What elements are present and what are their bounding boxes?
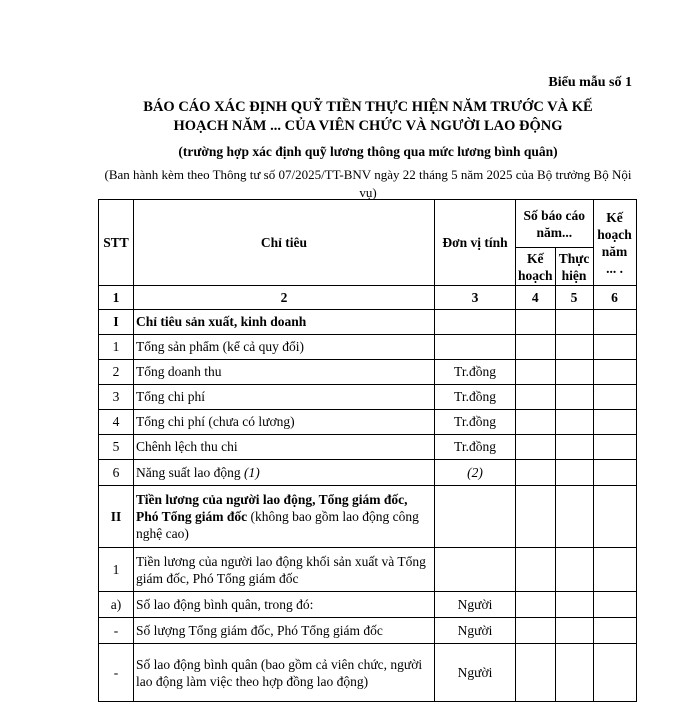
table-row [99,435,637,460]
row-label: Số lao động bình quân, trong đó: [134,592,435,618]
table-row [99,548,637,592]
row-plan [516,335,556,360]
row-actual [555,644,593,702]
row-unit: Tr.đồng [435,360,516,385]
header-stt: STT [99,200,134,286]
table-row [99,410,637,435]
row-plan-year [593,644,636,702]
row-label: Tổng chi phí [134,385,435,410]
document-title [98,98,638,136]
col-number: 1 [99,286,134,310]
header-unit: Đơn vị tính [435,200,516,286]
row-stt: a) [99,592,134,618]
table-row [99,310,637,335]
row-plan-year [593,385,636,410]
row-plan [516,435,556,460]
row-actual [555,592,593,618]
row-label: Số lao động bình quân (bao gồm cả viên chức, người lao động làm việc theo hợp đồng lao động) [134,644,435,702]
row-actual [555,360,593,385]
row-unit [435,335,516,360]
row-actual [555,548,593,592]
row-plan-year [593,460,636,486]
row-actual [555,385,593,410]
row-unit [435,548,516,592]
row-plan-year [593,486,636,548]
row-plan [516,460,556,486]
header-plan: Kế hoạch [516,248,556,286]
row-label-bold: Tiền lương của người lao động, Tổng giám đốc, Phó Tổng giám đốc [136,492,408,524]
row-stt: 3 [99,385,134,410]
row-plan [516,385,556,410]
row-unit: Tr.đồng [435,385,516,410]
row-actual [555,335,593,360]
col-number: 5 [555,286,593,310]
row-plan [516,548,556,592]
row-plan [516,592,556,618]
col-number: 4 [516,286,556,310]
row-label [134,460,435,486]
row-stt: 1 [99,548,134,592]
row-plan-year [593,618,636,644]
title-line-1: BÁO CÁO XÁC ĐỊNH QUỸ TIỀN THỰC HIỆN NĂM TRƯỚC VÀ KẾ [143,99,593,115]
row-actual [555,410,593,435]
row-label-rest: (không bao gồm lao động công nghệ cao) [136,509,419,541]
row-plan [516,410,556,435]
row-stt: - [99,618,134,644]
row-unit: (2) [435,460,516,486]
column-number-row [99,286,637,310]
row-label [134,486,435,548]
row-plan-year [593,410,636,435]
table-row [99,618,637,644]
row-unit: Người [435,592,516,618]
form-number: Biểu mẫu số 1 [548,75,632,90]
row-stt: 1 [99,335,134,360]
header-row [99,200,637,248]
row-label: Số lượng Tổng giám đốc, Phó Tổng giám đốc [134,618,435,644]
row-label: Tổng sản phẩm (kể cả quy đổi) [134,335,435,360]
row-unit: Tr.đồng [435,435,516,460]
row-stt: 5 [99,435,134,460]
row-unit: Người [435,618,516,644]
row-label: Tổng doanh thu [134,360,435,385]
row-stt: - [99,644,134,702]
col-number: 2 [134,286,435,310]
row-unit [435,486,516,548]
row-plan [516,644,556,702]
row-actual [555,618,593,644]
row-plan-year [593,592,636,618]
row-plan-year [593,360,636,385]
row-unit: Tr.đồng [435,410,516,435]
header-indicator: Chỉ tiêu [134,200,435,286]
table-row [99,385,637,410]
issued-by-note: (Ban hành kèm theo Thông tư số 07/2025/TT-BNV ngày 22 tháng 5 năm 2025 của Bộ trưởng Bộ Nội vụ) [104,167,632,200]
header-actual: Thực hiện [555,248,593,286]
row-stt: 6 [99,460,134,486]
row-plan [516,618,556,644]
table-row [99,486,637,548]
row-stt: II [99,486,134,548]
table-row [99,644,637,702]
row-plan-year [593,548,636,592]
row-label: Tiền lương của người lao động khối sản xuất và Tổng giám đốc, Phó Tổng giám đốc [134,548,435,592]
row-stt: 4 [99,410,134,435]
row-unit: Người [435,644,516,702]
table-row [99,360,637,385]
row-plan [516,310,556,335]
row-actual [555,310,593,335]
title-line-2: HOẠCH NĂM ... CỦA VIÊN CHỨC VÀ NGƯỜI LAO ĐỘNG [173,118,563,134]
header-plan-year: Kế hoạch năm ... . [593,200,636,286]
row-plan-year [593,310,636,335]
row-label: Chênh lệch thu chi [134,435,435,460]
table-row [99,592,637,618]
row-label: Tổng chi phí (chưa có lương) [134,410,435,435]
table-row [99,460,637,486]
row-stt: I [99,310,134,335]
table-row [99,335,637,360]
row-plan-year [593,335,636,360]
row-actual [555,435,593,460]
row-label-main: Năng suất lao động [136,464,244,480]
row-label: Chỉ tiêu sản xuất, kinh doanh [134,310,435,335]
document-subtitle: (trường hợp xác định quỹ lương thông qua mức lương bình quân) [178,144,558,159]
row-unit [435,310,516,335]
footnote-ref: (1) [243,464,260,480]
report-table [98,199,637,702]
row-actual [555,460,593,486]
header-report-year: Số báo cáo năm... [516,200,594,248]
col-number: 6 [593,286,636,310]
col-number: 3 [435,286,516,310]
row-plan-year [593,435,636,460]
row-stt: 2 [99,360,134,385]
row-plan [516,360,556,385]
row-plan [516,486,556,548]
row-actual [555,486,593,548]
